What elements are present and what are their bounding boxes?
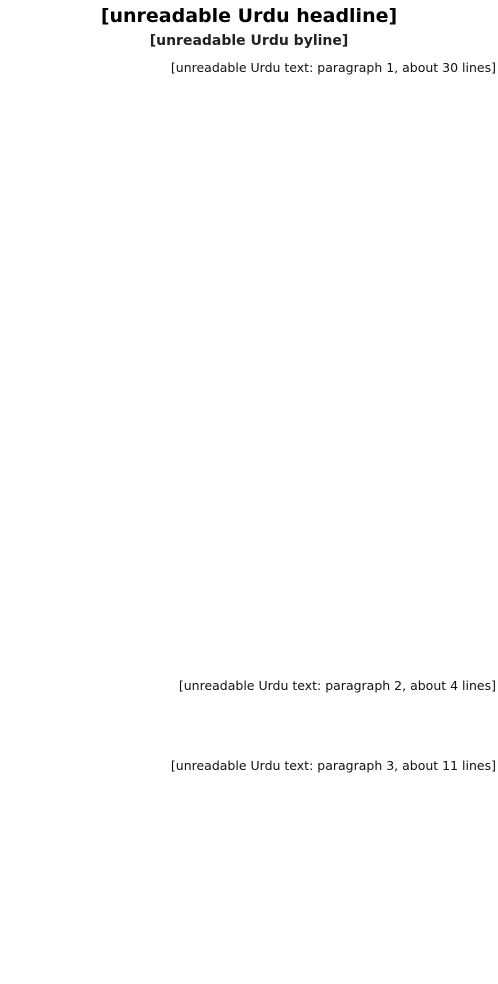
article-paragraph: [unreadable Urdu text: paragraph 1, about 30 lines] xyxy=(170,60,496,75)
article-paragraph: [unreadable Urdu text: paragraph 3, about 11 lines] xyxy=(170,758,496,773)
article-body xyxy=(2,58,496,984)
article-byline: [unreadable Urdu byline] xyxy=(149,33,349,49)
article-title: [unreadable Urdu headline] xyxy=(100,5,398,27)
article-paragraph: [unreadable Urdu text: paragraph 2, about 4 lines] xyxy=(178,678,496,693)
